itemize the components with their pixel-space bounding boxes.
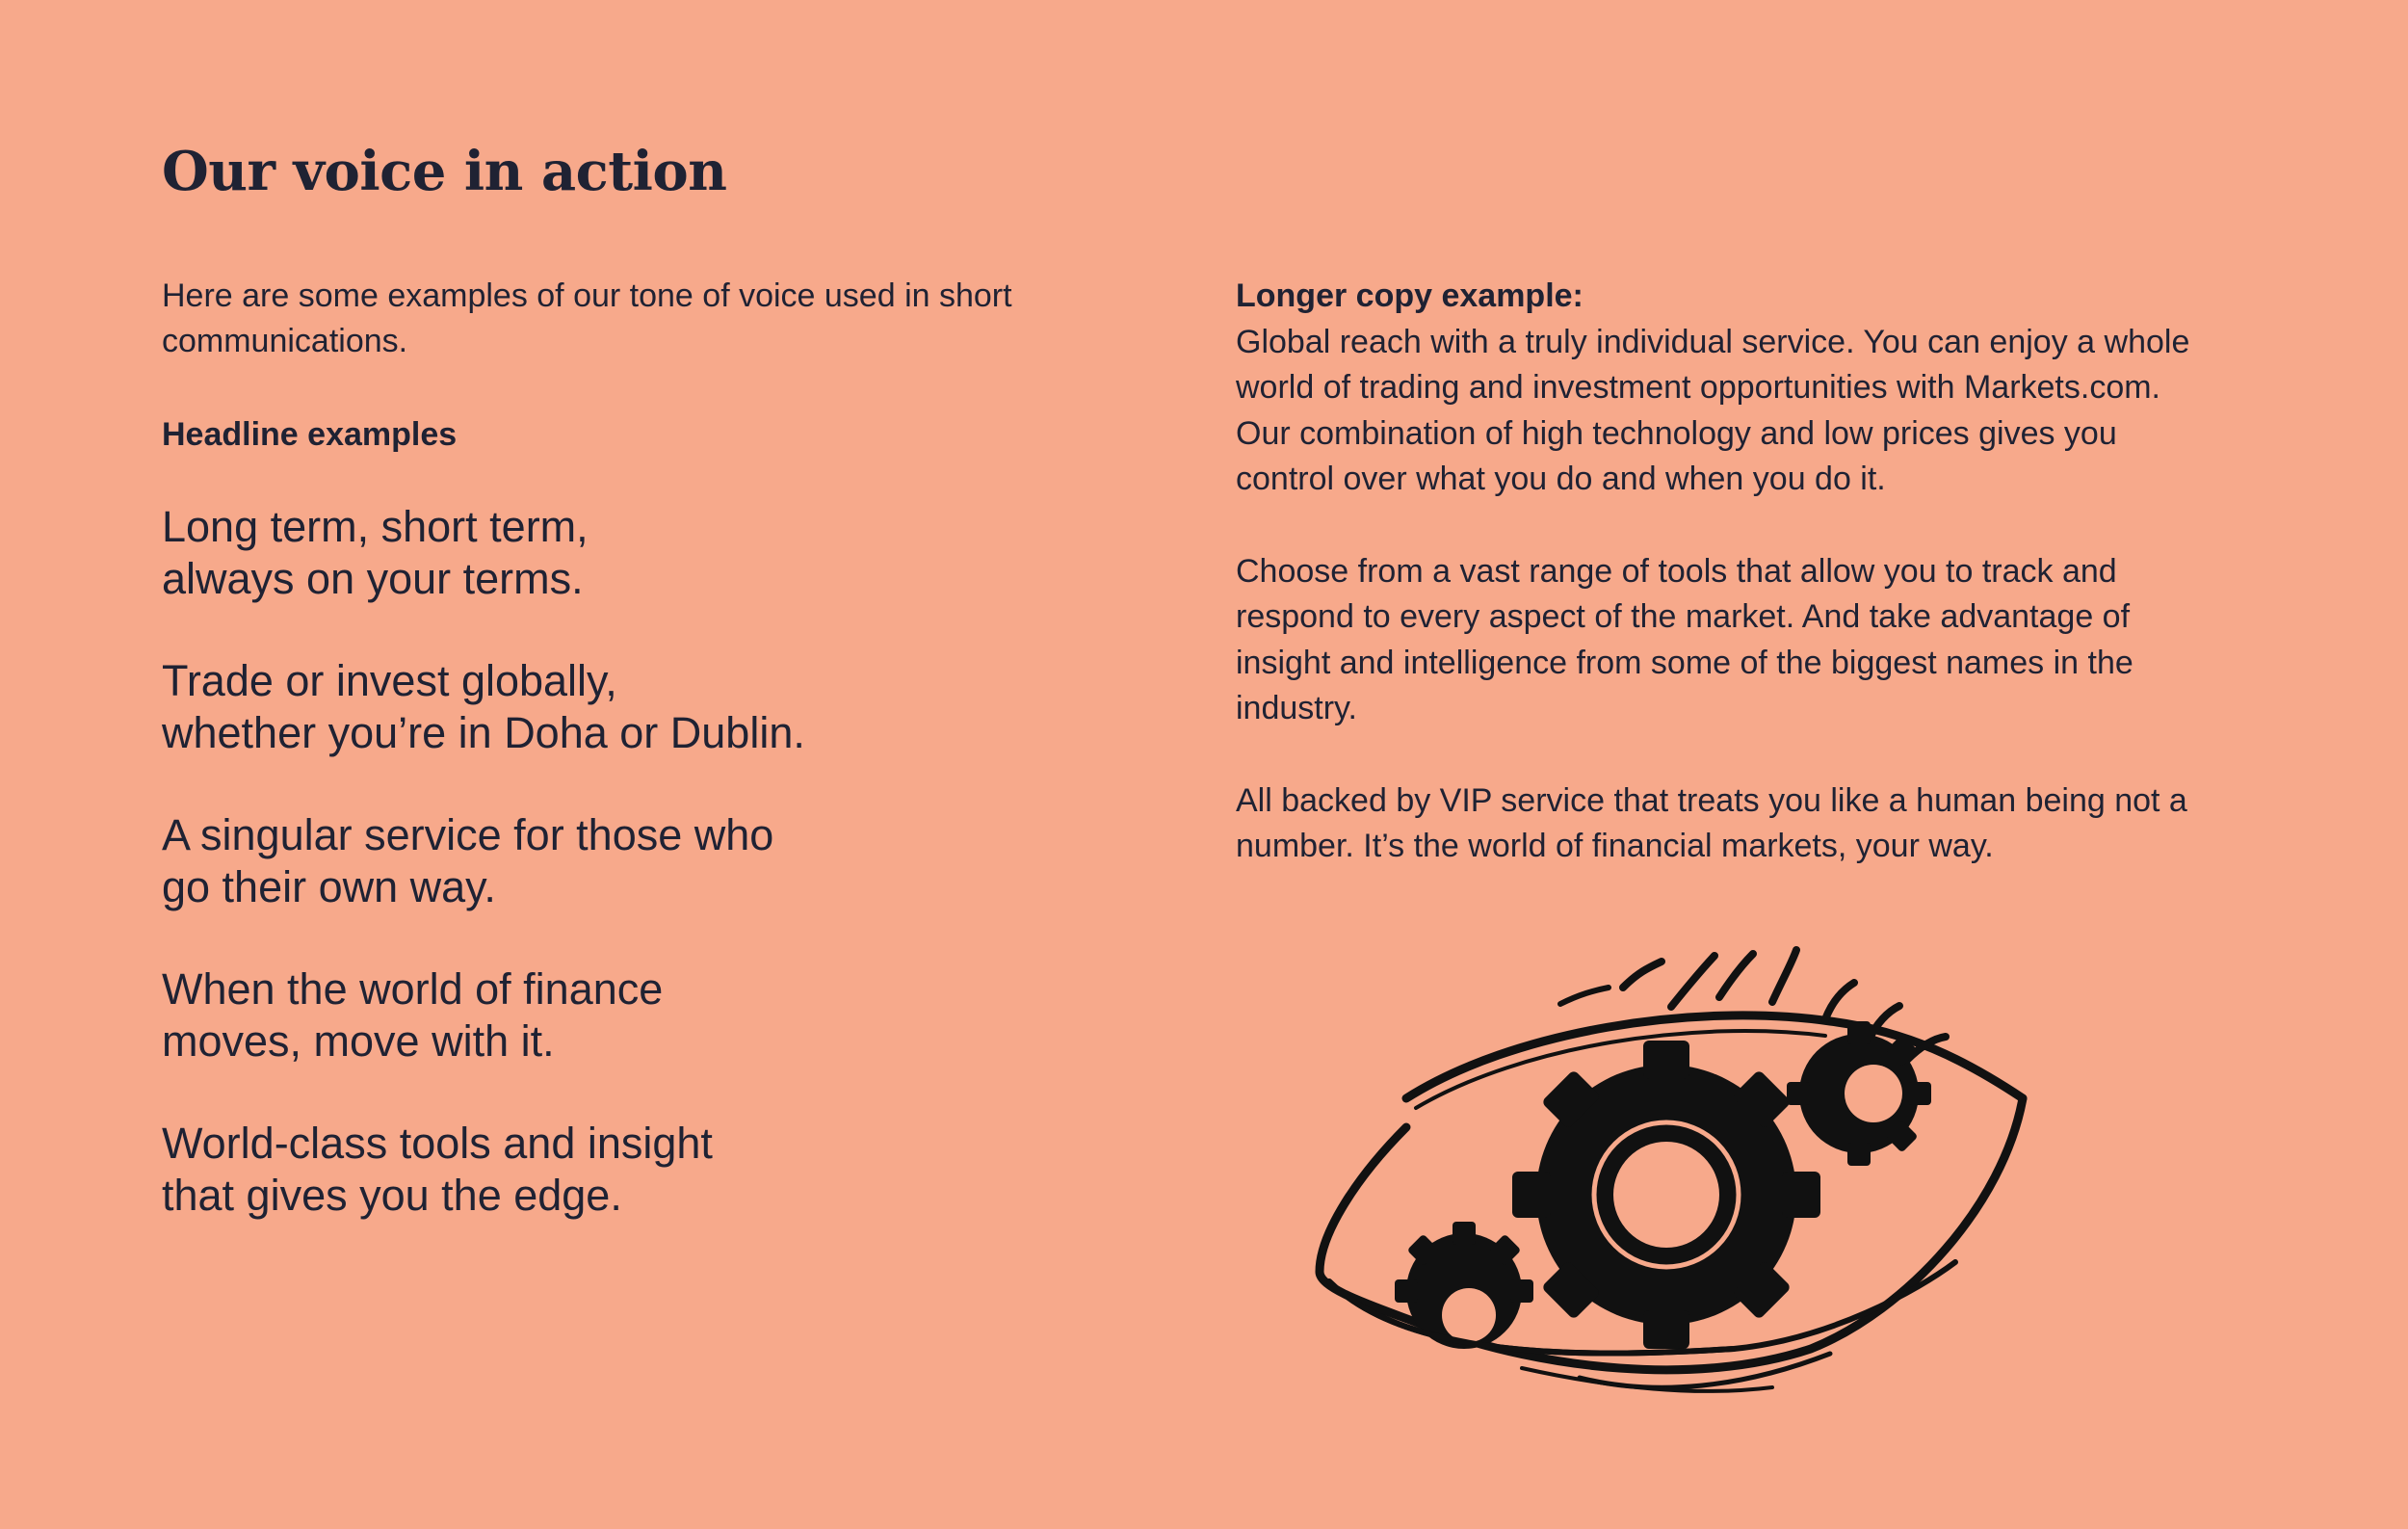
headline-examples-heading: Headline examples [162, 416, 458, 453]
longer-copy-paragraph: Choose from a vast range of tools that allow you to track and respond to every aspect of the market. And take advantage of insight and intelligence from some of the biggest names in the industry. [1236, 552, 2133, 726]
headline-line: A singular service for those who [162, 810, 774, 859]
headline-example [162, 963, 1029, 1068]
headline-example [162, 809, 1029, 913]
headline-example [162, 655, 1029, 759]
headline-line: Long term, short term, [162, 502, 589, 551]
eye-with-gears-icon [1291, 944, 2042, 1431]
headline-line: whether you’re in Doha or Dublin. [162, 708, 805, 757]
headline-line: Trade or invest globally, [162, 656, 617, 705]
longer-copy-paragraph: All backed by VIP service that treats you like a human being not a number. It’s the world of financial markets, your way. [1236, 781, 2187, 864]
longer-copy-paragraph [1236, 274, 2199, 503]
longer-copy-text: Global reach with a truly individual service. You can enjoy a whole world of trading and investment opportunities with Markets.com. Our combination of high technology and low prices gives you control over what you do and when you do it. [1236, 323, 2190, 497]
headline-example [162, 501, 1029, 605]
page-title: Our voice in action [162, 140, 727, 203]
headline-line: that gives you the edge. [162, 1171, 622, 1220]
headline-line: moves, move with it. [162, 1016, 555, 1066]
headline-line: always on your terms. [162, 554, 584, 603]
headline-example [162, 1118, 1029, 1222]
intro-text: Here are some examples of our tone of voice used in short communications. [162, 277, 1012, 359]
headline-line: When the world of finance [162, 964, 664, 1014]
longer-copy-label: Longer copy example: [1236, 277, 1584, 314]
headline-line: World-class tools and insight [162, 1119, 713, 1168]
headline-line: go their own way. [162, 862, 496, 911]
longer-copy-example [1236, 274, 2199, 916]
